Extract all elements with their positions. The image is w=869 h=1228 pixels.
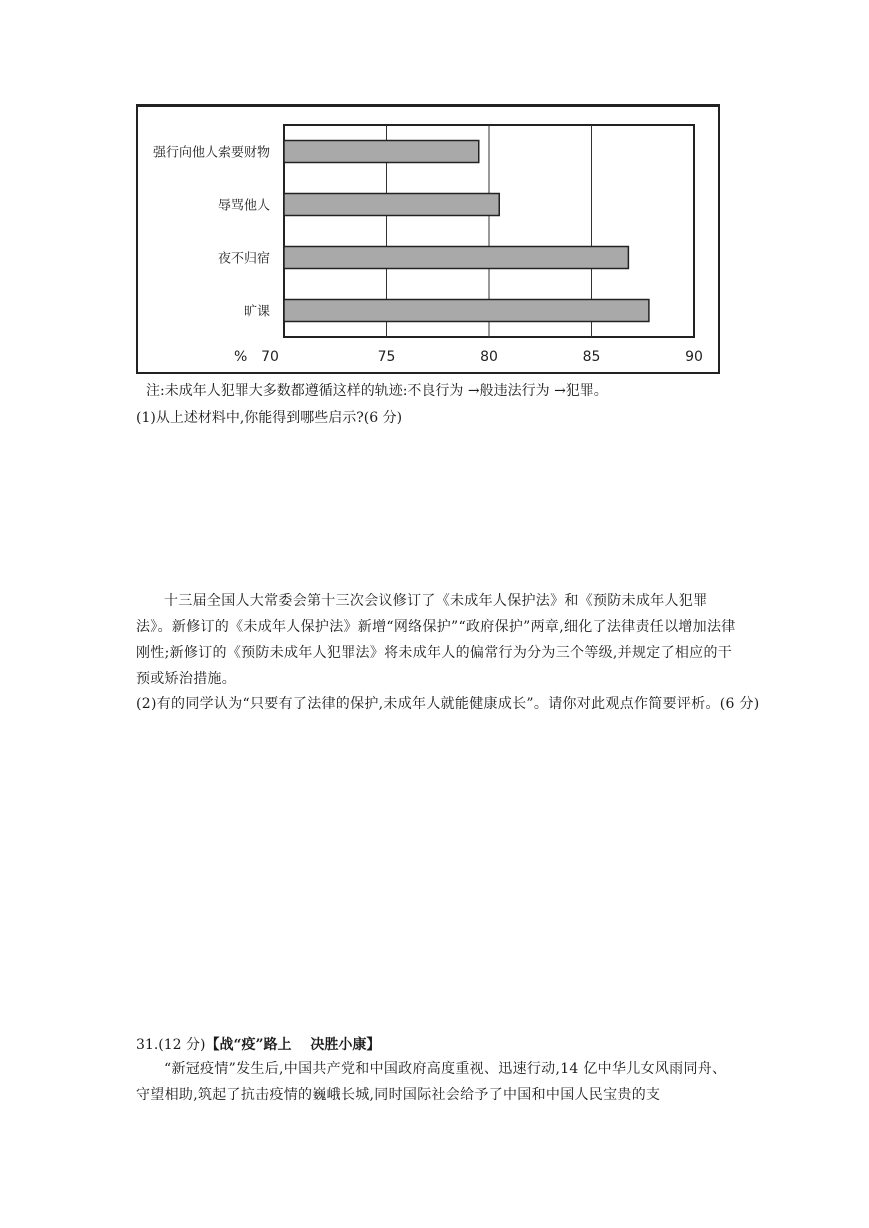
x-tick-label: 90 [685,349,703,365]
x-tick-label: 75 [377,349,396,365]
category-label: 夜不归宿 [217,251,270,267]
category-label: 强行向他人索要财物 [152,145,270,161]
question-31-title: 【战“疫”路上 决胜小康】 [205,1037,381,1053]
question-2: (2)有的同学认为“只要有了法律的保护,未成年人就能健康成长”。请你对此观点作简要评析。(6 分) [136,696,760,712]
question-31-number: 31.(12 分) [136,1037,206,1053]
bar-chart [136,104,720,374]
category-label: 旷课 [243,304,270,320]
x-tick-label: 80 [480,349,498,365]
category-label: 辱骂他人 [217,198,270,214]
bar [284,247,628,269]
chart-canvas [138,107,718,372]
x-tick-label: 70 [261,349,279,365]
question-31-paragraph: “新冠疫情”发生后,中国共产党和中国政府高度重视、迅速行动,14 亿中华儿女风雨同舟、守望相助,筑起了抗击疫情的巍峨长城,同时国际社会给予了中国和中国人民宝贵的支 [136,1061,727,1103]
bar [284,300,649,322]
bar [284,194,499,216]
x-tick-label: 85 [582,349,601,365]
bar [284,141,479,163]
question-1: (1)从上述材料中,你能得到哪些启示?(6 分) [136,410,403,426]
unit-label: % [234,349,248,365]
chart-note: 注:未成年人犯罪大多数都遵循这样的轨迹:不良行为 →般违法行为 →犯罪。 [146,383,608,399]
material-paragraph: 十三届全国人大常委会第十三次会议修订了《未成年人保护法》和《预防未成年人犯罪法》。新修订的《未成年人保护法》新增“网络保护”“政府保护”两章,细化了法律责任以增加法律刚性;新修订的《预防未成年人犯罪法》将未成年人的偏常行为分为三个等级,并规定了相应的干预或矫治措施。 [136,593,736,687]
question-31-heading [136,1035,380,1055]
